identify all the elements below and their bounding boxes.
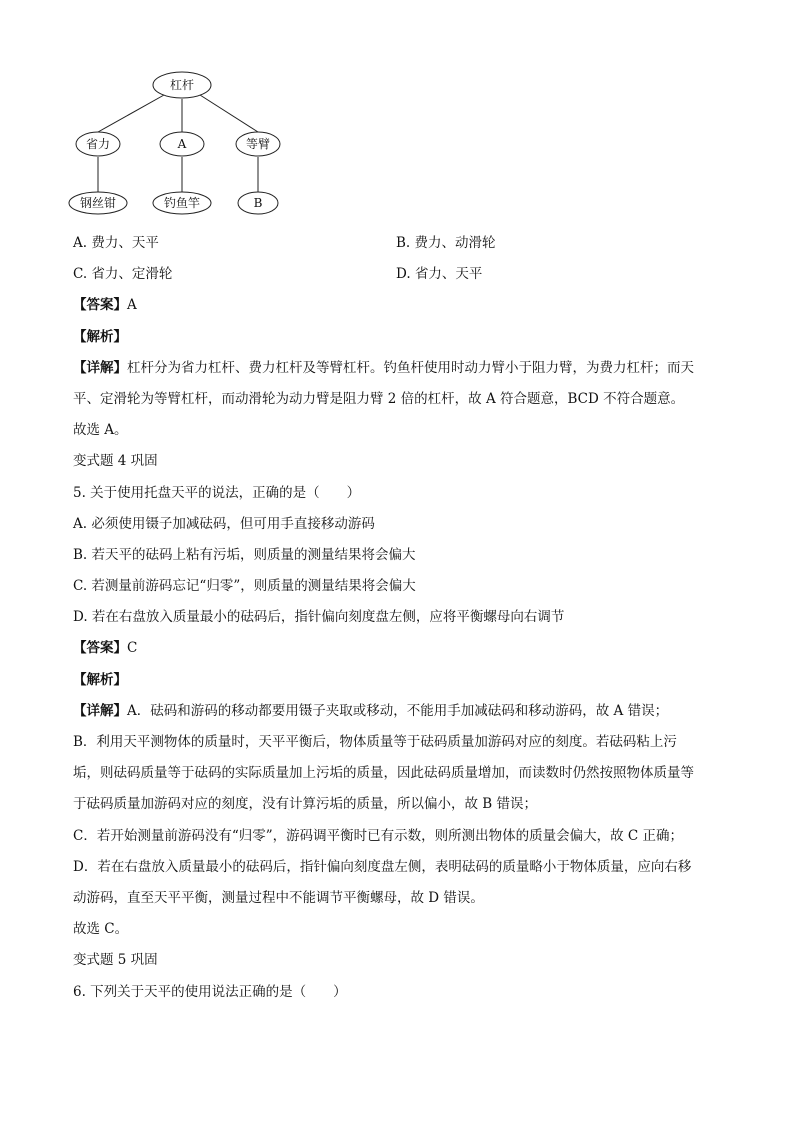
node-level2-right bbox=[238, 192, 278, 214]
q5-option-a: A. 必须使用镊子加减砝码，但可用手直接移动游码 bbox=[73, 516, 375, 532]
q5-analysis-label: 【解析】 bbox=[73, 672, 127, 688]
node-level2-mid-label: 钓鱼竿 bbox=[163, 196, 201, 210]
q4-option-c-letter: C. bbox=[73, 266, 88, 282]
node-level1-left-label: 省力 bbox=[85, 137, 111, 151]
q4-answer-value: A bbox=[127, 297, 137, 313]
node-level1-mid-label: A bbox=[177, 137, 187, 151]
q5-option-b: B. 若天平的砝码上粘有污垢，则质量的测量结果将会偏大 bbox=[73, 547, 416, 563]
q4-answer bbox=[73, 295, 137, 315]
q5-detail-text-1: A．砝码和游码的移动都要用镊子夹取或移动，不能用手加减砝码和移动游码，故 A 错误； bbox=[127, 703, 669, 719]
node-level2-left-label: 钢丝钳 bbox=[79, 196, 117, 210]
node-level2-mid bbox=[153, 192, 211, 214]
q5-stem: 5. 关于使用托盘天平的说法，正确的是（ ） bbox=[73, 485, 361, 501]
variant-5-heading: 变式题 5 巩固 bbox=[73, 952, 158, 968]
q5-detail-line-1 bbox=[73, 701, 668, 721]
q4-option-c bbox=[73, 264, 172, 284]
q4-detail-label: 【详解】 bbox=[73, 360, 127, 376]
q5-detail-line-3: 垢，则砝码质量等于砝码的实际质量加上污垢的质量，因此砝码质量增加，而读数时仍然按照物体质量等 bbox=[73, 765, 694, 781]
q4-option-b-letter: B. bbox=[396, 235, 411, 251]
q4-conclusion: 故选 A。 bbox=[73, 422, 128, 438]
node-level1-left bbox=[76, 132, 120, 156]
connector-root-left bbox=[98, 95, 164, 132]
variant-4-heading: 变式题 4 巩固 bbox=[73, 453, 158, 469]
node-root bbox=[153, 72, 211, 98]
q4-detail-line-1 bbox=[73, 358, 694, 378]
q4-option-c-text: 省力、定滑轮 bbox=[91, 266, 173, 282]
q5-conclusion: 故选 C。 bbox=[73, 921, 129, 937]
q5-detail-line-4: 于砝码质量加游码对应的刻度，没有计算污垢的质量，所以偏小，故 B 错误； bbox=[73, 796, 538, 812]
q5-option-c: C. 若测量前游码忘记“归零”，则质量的测量结果将会偏大 bbox=[73, 578, 416, 594]
q4-option-b bbox=[396, 233, 496, 253]
q4-detail-text-1: 杠杆分为省力杠杆、费力杠杆及等臂杠杆。钓鱼杆使用时动力臂小于阻力臂，为费力杠杆；而天 bbox=[127, 360, 694, 376]
q5-answer bbox=[73, 638, 137, 658]
q5-detail-line-7: 动游码，直至天平平衡，测量过程中不能调节平衡螺母，故 D 错误。 bbox=[73, 890, 484, 906]
q4-option-b-text: 费力、动滑轮 bbox=[414, 235, 496, 251]
node-level2-right-label: B bbox=[253, 196, 263, 210]
q4-option-a-text: 费力、天平 bbox=[91, 235, 159, 251]
q5-answer-value: C bbox=[127, 640, 138, 656]
q4-option-d-text: 省力、天平 bbox=[414, 266, 483, 282]
q4-option-a-letter: A. bbox=[73, 235, 88, 251]
q5-answer-label: 【答案】 bbox=[73, 640, 127, 656]
q5-option-d: D. 若在右盘放入质量最小的砝码后，指针偏向刻度盘左侧，应将平衡螺母向右调节 bbox=[73, 609, 565, 625]
node-level1-right-label: 等臂 bbox=[245, 137, 271, 151]
q4-answer-label: 【答案】 bbox=[73, 297, 127, 313]
q6-stem: 6. 下列关于天平的使用说法正确的是（ ） bbox=[73, 984, 347, 1000]
node-level1-right bbox=[236, 132, 280, 156]
q4-option-d-letter: D. bbox=[396, 266, 411, 282]
q5-detail-line-2: B．利用天平测物体的质量时，天平平衡后，物体质量等于砝码质量加游码对应的刻度。若砝码粘上污 bbox=[73, 734, 677, 750]
q5-detail-line-6: D．若在右盘放入质量最小的砝码后，指针偏向刻度盘左侧，表明砝码的质量略小于物体质量，应向右移 bbox=[73, 859, 692, 875]
q4-option-a bbox=[73, 233, 159, 253]
q4-detail-line-2: 平、定滑轮为等臂杠杆，而动滑轮为动力臂是阻力臂 2 倍的杠杆，故 A 符合题意，BCD 不符合题意。 bbox=[73, 391, 685, 407]
q5-detail-line-5: C．若开始测量前游码没有“归零”，游码调平衡时已有示数，则所测出物体的质量会偏大，故 C 正确； bbox=[73, 828, 684, 844]
lever-classification-diagram bbox=[60, 62, 300, 222]
q4-analysis-heading bbox=[73, 327, 127, 347]
q5-detail-label: 【详解】 bbox=[73, 703, 127, 719]
q4-option-d bbox=[396, 264, 482, 284]
node-level1-mid bbox=[160, 132, 204, 156]
connector-root-right bbox=[200, 95, 258, 132]
q4-analysis-label: 【解析】 bbox=[73, 329, 127, 345]
node-level2-left bbox=[69, 192, 127, 214]
q5-analysis-heading bbox=[73, 670, 127, 690]
node-root-label: 杠杆 bbox=[169, 78, 195, 92]
